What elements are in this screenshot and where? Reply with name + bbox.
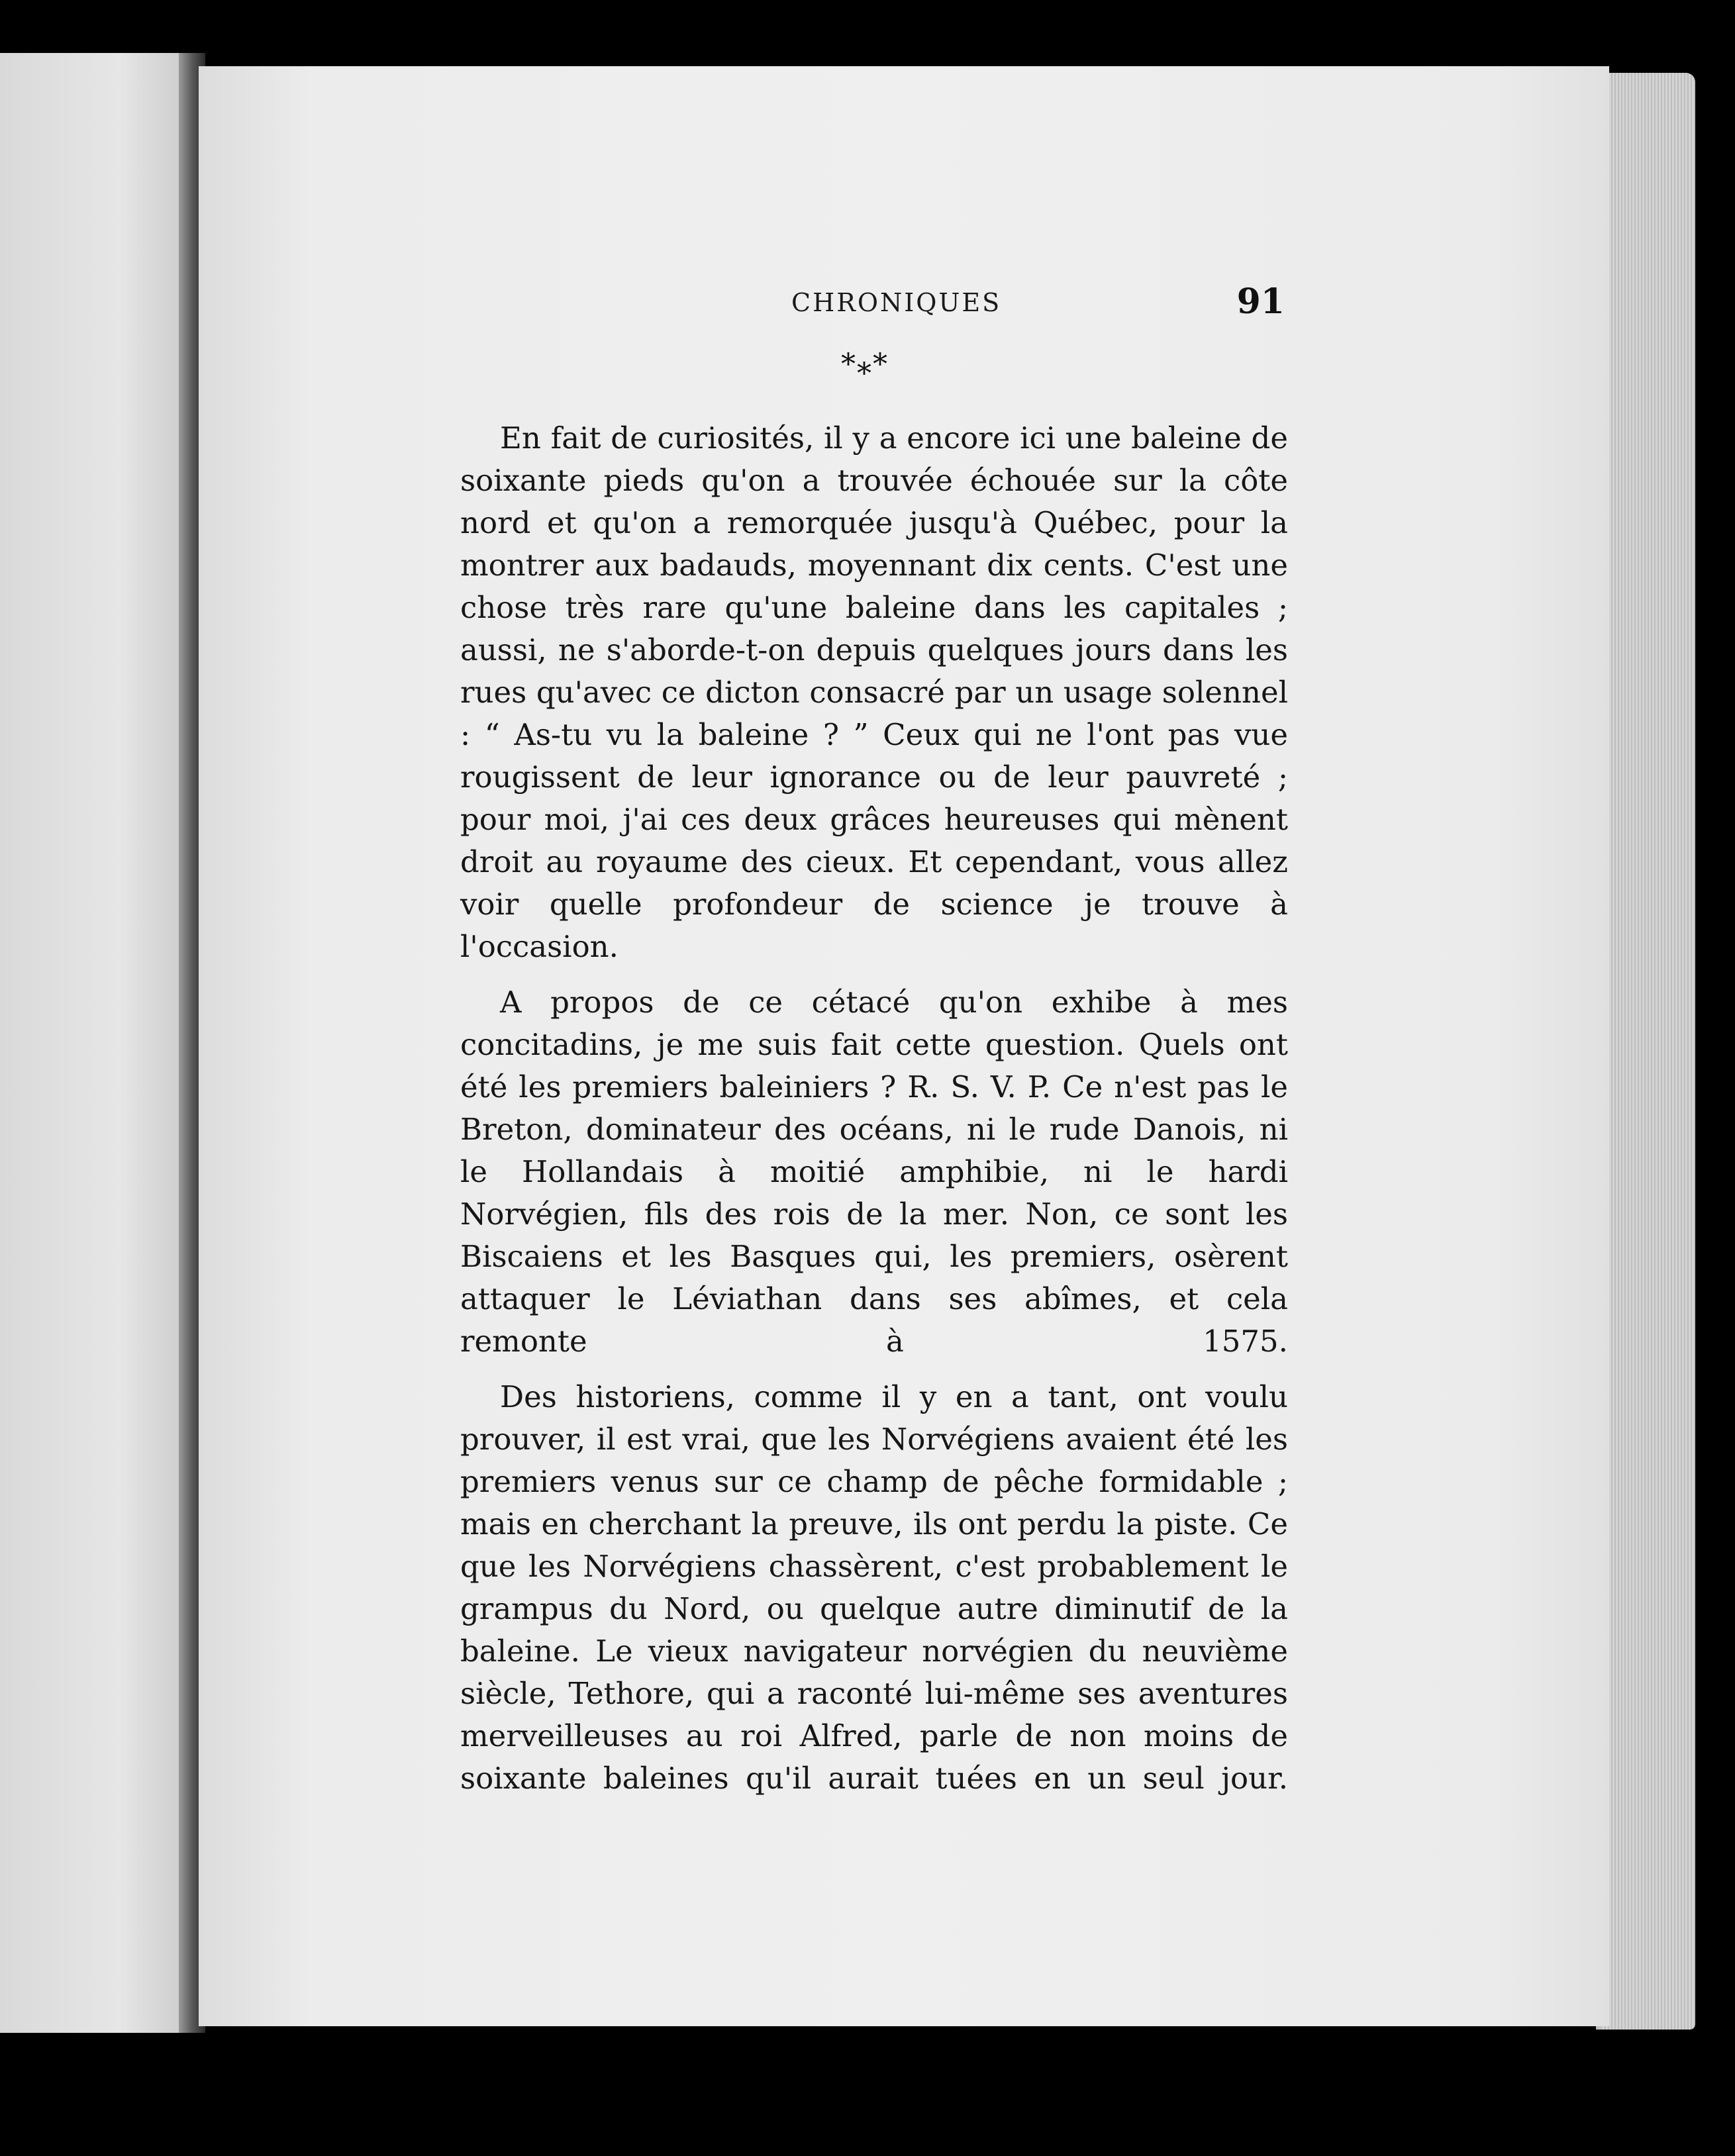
paragraph-2: A propos de ce cétacé qu'on exhibe à mes concitadins, je me suis fait cette question. Quels ont été les premiers baleiniers ? R. S. V. P. Ce n'est pas le Breton, dominateur des océans, ni le rude Danois, ni le Hollandais à moitié amphibie, ni le hardi Norvégien, fils des rois de la mer. Non, ce sont les Biscaiens et les Basques qui, les premiers, osèrent attaquer le Léviathan dans ses abîmes, et cela remonte à 1575.	[460, 985, 1288, 1359]
section-asterism: *⁎*	[841, 348, 889, 381]
page-header	[464, 281, 1285, 321]
body-text	[460, 417, 1288, 1813]
page-stack-edge	[1603, 73, 1695, 2030]
paragraph-3: Des historiens, comme il y en a tant, ont voulu prouver, il est vrai, que les Norvégiens avaient été les premiers venus sur ce champ de pêche formidable ; mais en cherchant la preuve, ils ont perdu la piste. Ce que les Norvégiens chassèrent, c'est probablement le grampus du Nord, ou quelque autre diminutif de la baleine. Le vieux navigateur norvégien du neuvième siècle, Tethore, qui a raconté lui-même ses aventures merveilleuses au roi Alfred, parle de non moins de soixante baleines qu'il aurait tuées en un seul jour.	[460, 1379, 1288, 1796]
paragraph-1: En fait de curiosités, il y a encore ici une baleine de soixante pieds qu'on a trouvée échouée sur la côte nord et qu'on a remorquée jusqu'à Québec, pour la montrer aux badauds, moyennant dix cents. C'est une chose très rare qu'une baleine dans les capitales ; aussi, ne s'aborde-t-on depuis quelques jours dans les rues qu'avec ce dicton consacré par un usage solennel : “ As-tu vu la baleine ? ” Ceux qui ne l'ont pas vue rougissent de leur ignorance ou de leur pauvreté ; pour moi, j'ai ces deux grâces heureuses qui mènent droit au royaume des cieux. Et cependant, vous allez voir quelle profondeur de science je trouve à l'occasion.	[460, 420, 1288, 964]
running-head: CHRONIQUES	[791, 288, 1002, 317]
previous-page-edge	[0, 53, 199, 2033]
page-number: 91	[1236, 281, 1285, 322]
